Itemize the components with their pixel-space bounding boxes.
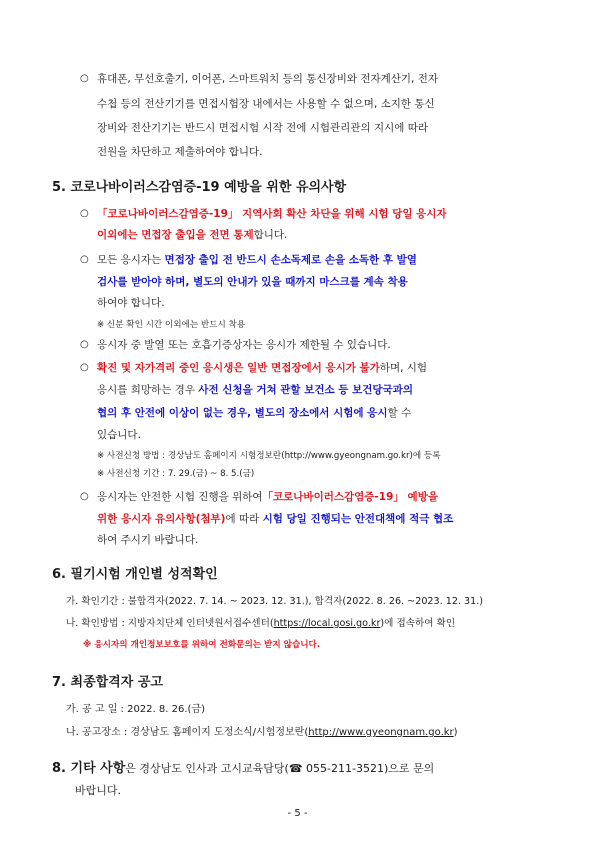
note: ※ 신분 확인 시간 이외에는 반드시 착용 bbox=[97, 320, 246, 330]
paragraph-line: 장비와 전산기기는 반드시 면접시험 시작 전에 시험관리관의 지시에 따라 bbox=[97, 122, 428, 134]
gosi-link[interactable]: https://local.gosi.go.kr bbox=[273, 618, 381, 629]
page-number: - 5 - bbox=[287, 808, 308, 819]
privacy-note: ※ 응시자의 개인정보보호를 위하여 전화문의는 받지 않습니다. bbox=[83, 640, 321, 650]
paragraph-line: 휴대폰, 무선호출기, 이어폰, 스마트워치 등의 통신장비와 전자계산기, 전자 bbox=[97, 73, 439, 85]
quarantine-line: 있습니다. bbox=[97, 429, 141, 441]
cooperation-line: 위한 응시자 유의사항(첨부)에 따라 시험 당일 진행되는 안전대책에 적극 협조 bbox=[97, 513, 454, 525]
bullet: ○ bbox=[80, 73, 89, 84]
bullet: ○ bbox=[80, 491, 89, 502]
cooperation-line: 하여 주시기 바랍니다. bbox=[97, 534, 199, 546]
quarantine-line: 응시를 희망하는 경우 사전 신청을 거쳐 관할 보건소 등 보건당국과의 bbox=[97, 384, 413, 396]
bullet: ○ bbox=[80, 362, 89, 373]
announce-date: 가. 공 고 일 : 2022. 8. 26.(금) bbox=[66, 704, 205, 715]
bullet: ○ bbox=[80, 208, 89, 219]
gyeongnam-link[interactable]: http://www.gyeongnam.go.kr bbox=[308, 727, 454, 738]
disinfect-line: 검사를 받아야 하며, 별도의 안내가 있을 때까지 마스크를 계속 착용 bbox=[97, 276, 408, 288]
section-6-title: 6. 필기시험 개인별 성적확인 bbox=[52, 567, 218, 582]
section-7-title: 7. 최종합격자 공고 bbox=[52, 675, 163, 690]
section-8-title: 8. 기타 사항 bbox=[52, 761, 126, 776]
covid-notice-line: 이외에는 면접장 출입을 전면 통제합니다. bbox=[97, 229, 288, 241]
disinfect-line: 하여야 합니다. bbox=[97, 297, 165, 309]
check-method: 나. 확인방법 : 지방자치단체 인터넷원서접수센터(https://local.gosi.go.kr)에 접속하여 확인 bbox=[66, 618, 456, 629]
covid-notice-line: 「코로나바이러스감염증-19」 지역사회 확산 차단을 위해 시험 당일 응시자 bbox=[97, 208, 447, 220]
disinfect-line: 모든 응시자는 면접장 출입 전 반드시 손소독제로 손을 소독한 후 발열 bbox=[97, 254, 417, 266]
note: ※ 사전신청 기간 : 7. 29.(금) ~ 8. 5.(금) bbox=[97, 469, 255, 479]
announce-place: 나. 공고장소 : 경상남도 홈페이지 도정소식/시험정보란(http://www.gyeongnam.go.kr) bbox=[66, 727, 458, 738]
symptom-line: 응시자 중 발열 또는 호흡기증상자는 응시가 제한될 수 있습니다. bbox=[97, 339, 391, 351]
section-8-line: 8. 기타 사항은 경상남도 인사과 고시교육담당(☎ 055-211-3521)으로 문의 bbox=[52, 761, 435, 776]
section-8-line: 바랍니다. bbox=[75, 784, 122, 797]
paragraph-line: 전원을 차단하고 제출하여야 합니다. bbox=[97, 146, 263, 158]
quarantine-line: 확진 및 자가격리 중인 응시생은 일반 면접장에서 응시가 불가하며, 시험 bbox=[97, 362, 428, 374]
cooperation-line: 응시자는 안전한 시험 진행을 위하여「코로나바이러스감염증-19」 예방을 bbox=[97, 491, 438, 503]
quarantine-line: 협의 후 안전에 이상이 없는 경우, 별도의 장소에서 시험에 응시할 수 bbox=[97, 407, 412, 419]
note: ※ 사전신청 방법 : 경상남도 홈페이지 시험정보란(http://www.gyeongnam.go.kr)에 등록 bbox=[97, 451, 441, 461]
check-period: 가. 확인기간 : 불합격자(2022. 7. 14. ~ 2023. 12. 31.), 합격자(2022. 8. 26. ~2023. 12. 31.) bbox=[66, 596, 484, 607]
section-5-title: 5. 코로나바이러스감염증-19 예방을 위한 유의사항 bbox=[52, 180, 347, 195]
paragraph-line: 수첩 등의 전산기기를 면접시험장 내에서는 사용할 수 없으며, 소지한 통신 bbox=[97, 98, 435, 110]
bullet: ○ bbox=[80, 254, 89, 265]
bullet: ○ bbox=[80, 339, 89, 350]
